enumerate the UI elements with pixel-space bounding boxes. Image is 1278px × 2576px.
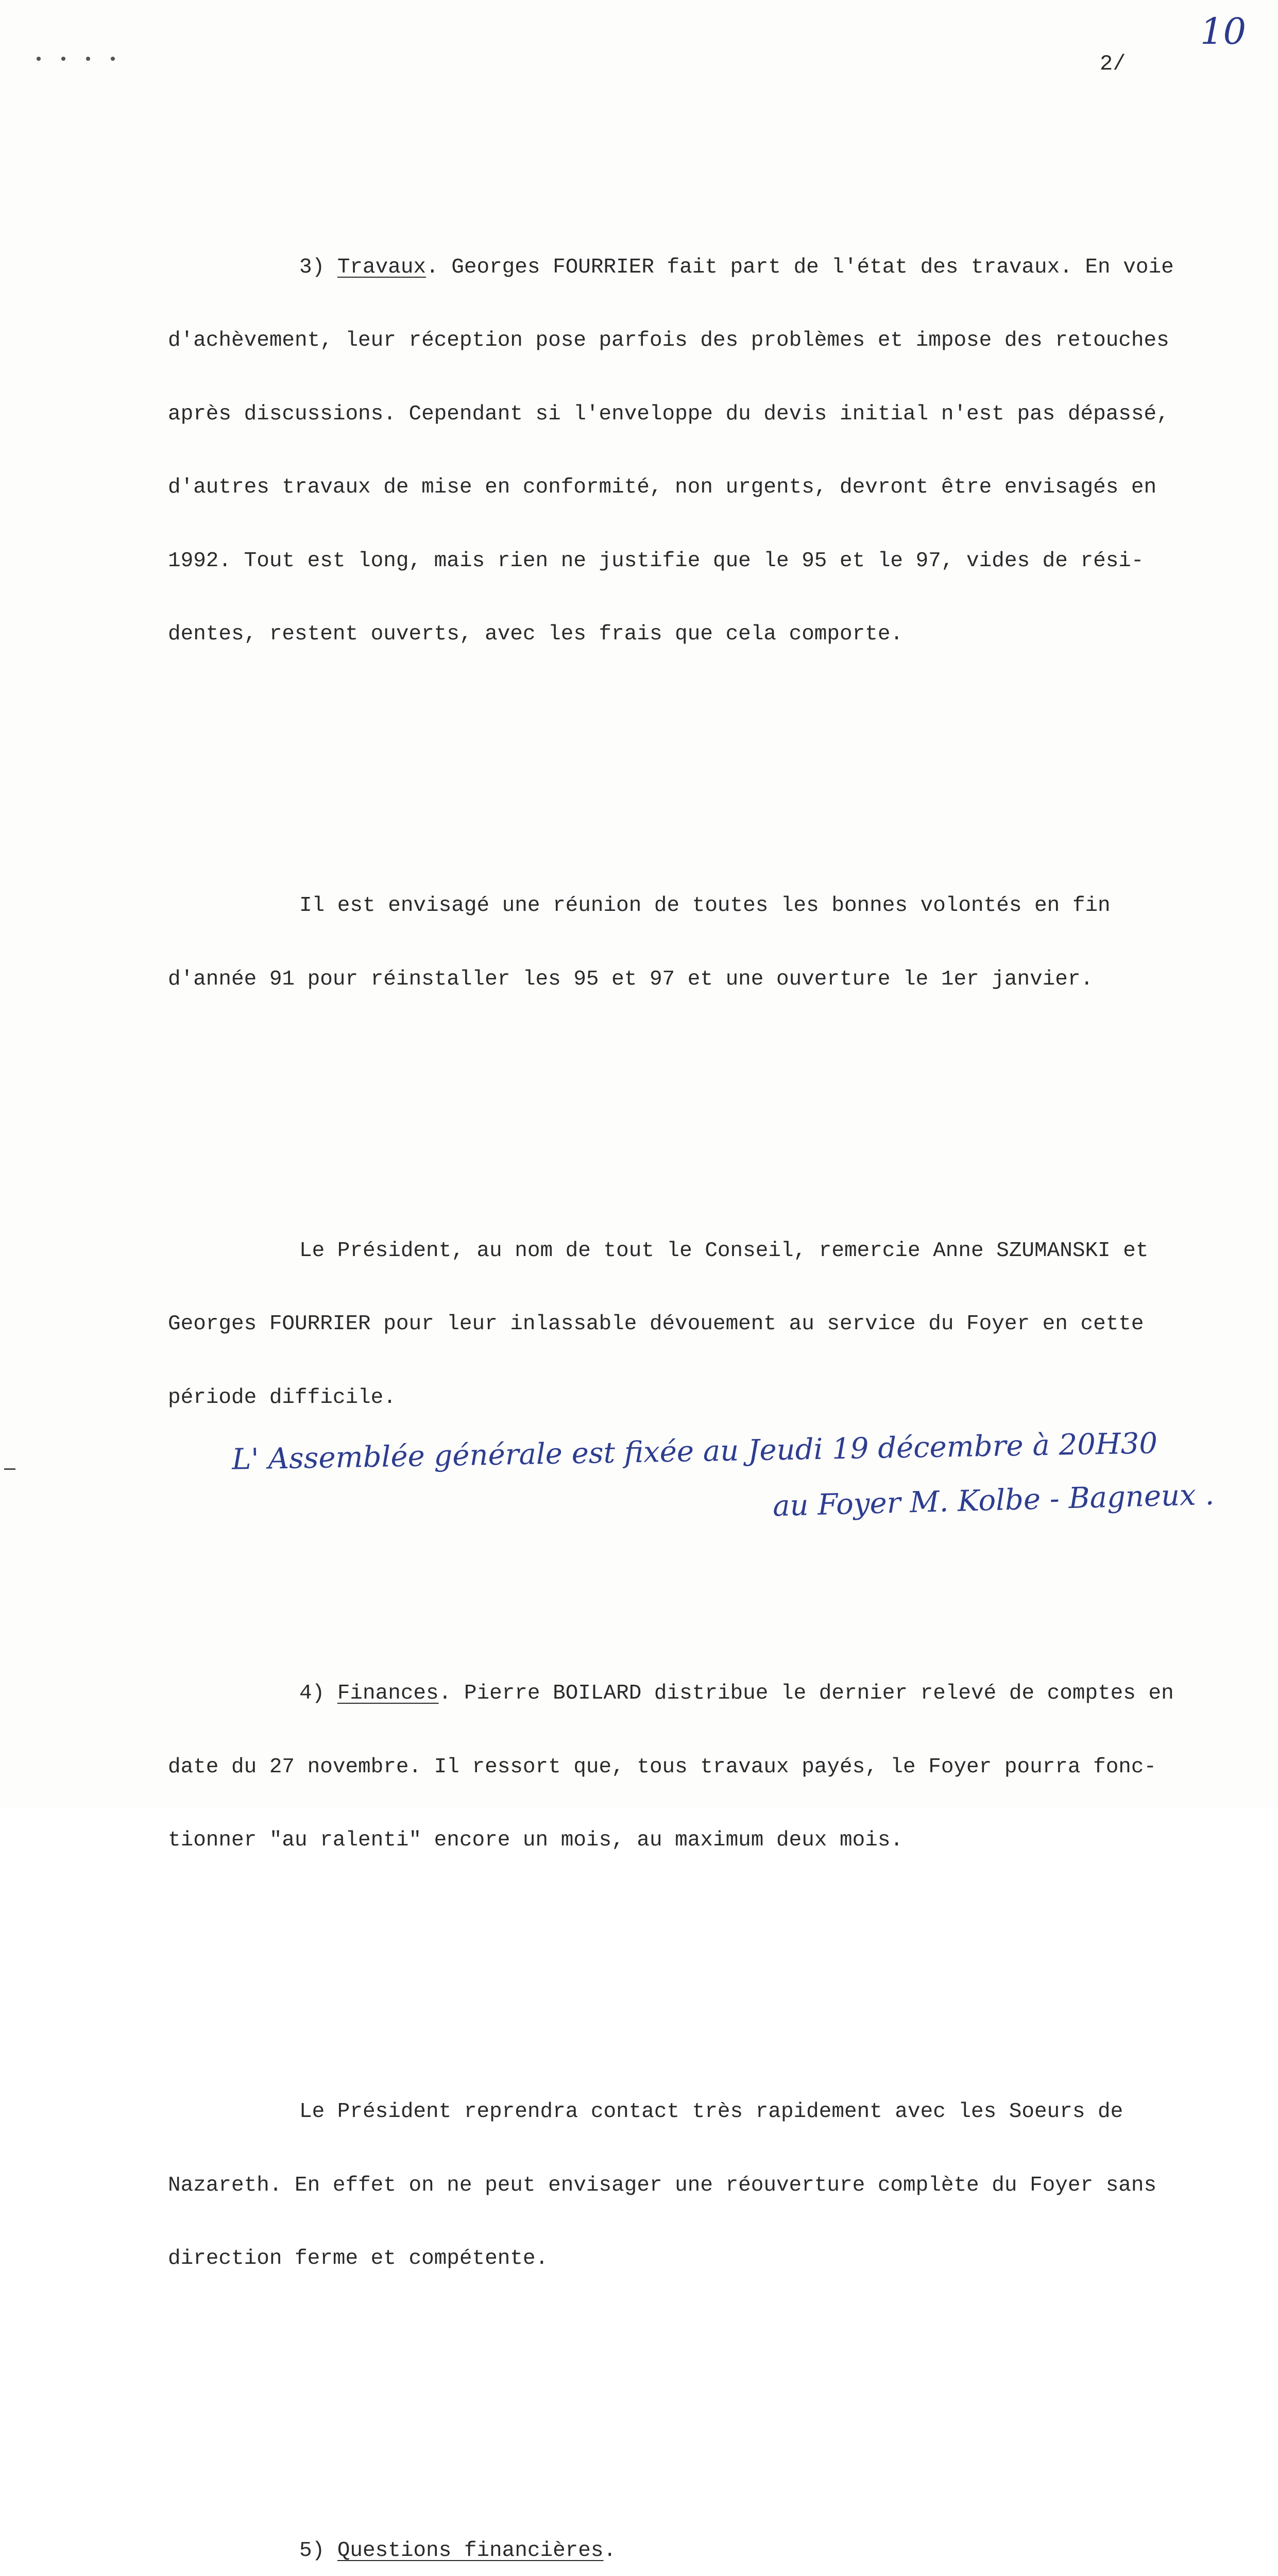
text-line: . Georges FOURRIER fait part de l'état des travaux. En voie — [426, 256, 1174, 279]
page-number: 2/ — [1100, 52, 1126, 76]
text-line: d'année 91 pour réinstaller les 95 et 97 et une ouverture le 1er janvier. — [168, 968, 1239, 992]
text-line: Nazareth. En effet on ne peut envisager une réouverture complète du Foyer sans — [168, 2174, 1239, 2198]
text-line: . Pierre BOILARD distribue le dernier relevé de comptes en — [439, 1682, 1174, 1705]
handwritten-page-number: 10 — [1200, 10, 1246, 53]
handwritten-note-line-2: au Foyer M. Kolbe - Bagneux . — [772, 1478, 1215, 1523]
section-travaux — [168, 207, 1239, 696]
text-line: date du 27 novembre. Il ressort que, tous travaux payés, le Foyer pourra fonc- — [168, 1755, 1239, 1780]
paragraph-soeurs — [168, 2051, 1239, 2320]
paragraph-reunion — [168, 845, 1239, 1041]
text-line: tionner "au ralenti" encore un mois, au maximum deux mois. — [168, 1828, 1239, 1853]
paragraph-remerciements — [168, 1190, 1239, 1460]
section-number: 4) — [299, 1682, 337, 1705]
punctuation: . — [604, 2539, 617, 2563]
edge-mark — [4, 1468, 15, 1470]
section-title: Travaux — [337, 256, 426, 279]
text-line: direction ferme et compétente. — [168, 2247, 1239, 2272]
section-number: 3) — [299, 256, 337, 279]
text-line: Georges FOURRIER pour leur inlassable dévouement au service du Foyer en cette — [168, 1312, 1239, 1337]
text-line: période difficile. — [168, 1386, 1239, 1411]
text-line: Le Président, au nom de tout le Conseil, remercie Anne SZUMANSKI et — [299, 1239, 1148, 1263]
scan-specks: • • • • — [34, 52, 121, 69]
text-line: d'achèvement, leur réception pose parfois des problèmes et impose des retouches — [168, 329, 1239, 353]
section-number: 5) — [299, 2539, 337, 2563]
section-finances — [168, 1633, 1239, 1902]
section-title: Finances — [337, 1682, 439, 1705]
text-line: dentes, restent ouverts, avec les frais que cela comporte. — [168, 622, 1239, 647]
text-line: 1992. Tout est long, mais rien ne justifie que le 95 et le 97, vides de rési- — [168, 549, 1239, 574]
text-line: Il est envisagé une réunion de toutes les bonnes volontés en fin — [299, 894, 1111, 918]
section-title: Questions financières — [337, 2539, 604, 2563]
document-body — [168, 133, 1239, 2576]
text-line: Le Président reprendra contact très rapidement avec les Soeurs de — [299, 2100, 1123, 2124]
handwritten-note-line-1: L' Assemblée générale est fixée au Jeudi 19 décembre à 20H30 — [232, 1427, 1158, 1476]
text-line: après discussions. Cependant si l'enveloppe du devis initial n'est pas dépassé, — [168, 402, 1239, 427]
text-line: d'autres travaux de mise en conformité, non urgents, devront être envisagés en — [168, 476, 1239, 500]
section-questions-financieres — [168, 2490, 1239, 2576]
